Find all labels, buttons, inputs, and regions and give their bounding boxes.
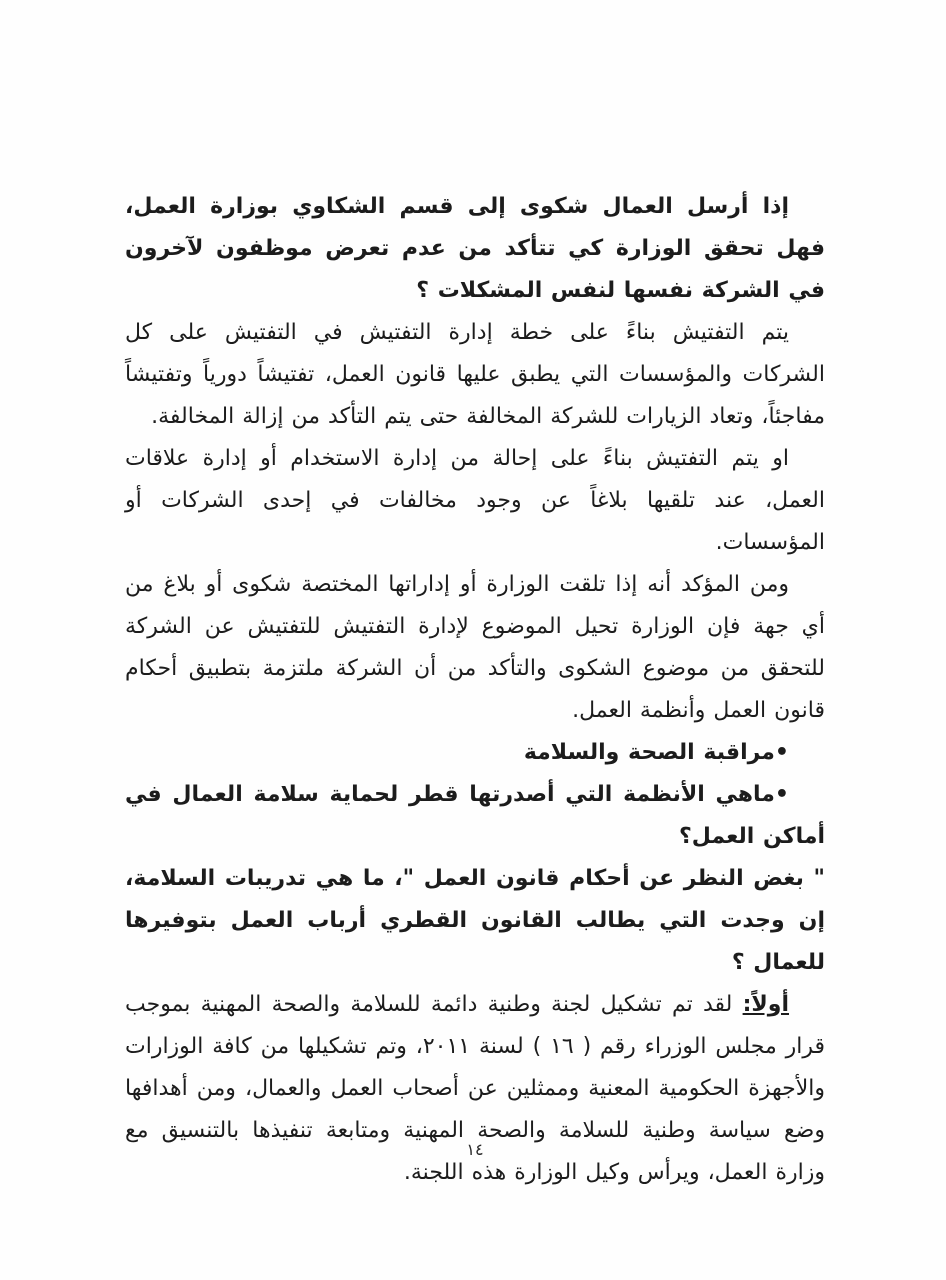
question-paragraph-safety-training: " بغض النظر عن أحكام قانون العمل "، ما هي تدريبات السلامة، إن وجدت التي يطالب القانون القطري أرباب العمل بتوفيرها للعمال ؟ <box>125 866 825 975</box>
page-number: ١٤ <box>466 1140 484 1159</box>
document-text-block <box>125 186 825 1194</box>
section-heading-health-safety: •مراقبة الصحة والسلامة <box>523 740 789 765</box>
answer-paragraph-national-committee <box>125 984 825 1194</box>
question-paragraph-complaints: إذا أرسل العمال شكوى إلى قسم الشكاوي بوزارة العمل، فهل تحقق الوزارة كي تتأكد من عدم تعرض موظفون لآخرون في الشركة نفسها لنفس المشكلات ؟ <box>125 194 825 303</box>
body-paragraph-ministry-followup: ومن المؤكد أنه إذا تلقت الوزارة أو إداراتها المختصة شكوى أو بلاغ من أي جهة فإن الوزارة تحيل الموضوع لإدارة التفتيش للتفتيش عن الشركة للتحقق من موضوع الشكوى والتأكد من أن الشركة ملتزمة بتطبيق أحكام قانون العمل وأنظمة العمل. <box>125 572 825 723</box>
question-heading-regulations: •ماهي الأنظمة التي أصدرتها قطر لحماية سلامة العمال في أماكن العمل؟ <box>125 782 825 849</box>
body-paragraph-inspection-plan: يتم التفتيش بناءً على خطة إدارة التفتيش في التفتيش على كل الشركات والمؤسسات التي يطبق عليها قانون العمل، تفتيشاً دورياً وتفتيشاً مفاجئاً، وتعاد الزيارات للشركة المخالفة حتى يتم التأكد من إزالة المخالفة. <box>125 320 825 429</box>
answer-body-text: لقد تم تشكيل لجنة وطنية دائمة للسلامة والصحة المهنية بموجب قرار مجلس الوزراء رقم ( ١٦ ) لسنة ٢٠١١، وتم تشكيلها من كافة الوزارات والأجهزة الحكومية المعنية وممثلين عن أصحاب العمل والعمال، ومن أهدافها وضع سياسة وطنية للسلامة والصحة المهنية ومتابعة تنفيذها بالتنسيق مع وزارة العمل، ويرأس وكيل الوزارة هذه اللجنة. <box>125 992 825 1185</box>
body-paragraph-inspection-referral: او يتم التفتيش بناءً على إحالة من إدارة الاستخدام أو إدارة علاقات العمل، عند تلقيها بلاغاً عن وجود مخالفات في إحدى الشركات أو المؤسسات. <box>125 446 825 555</box>
answer-lead-word: أولاً: <box>742 992 789 1017</box>
